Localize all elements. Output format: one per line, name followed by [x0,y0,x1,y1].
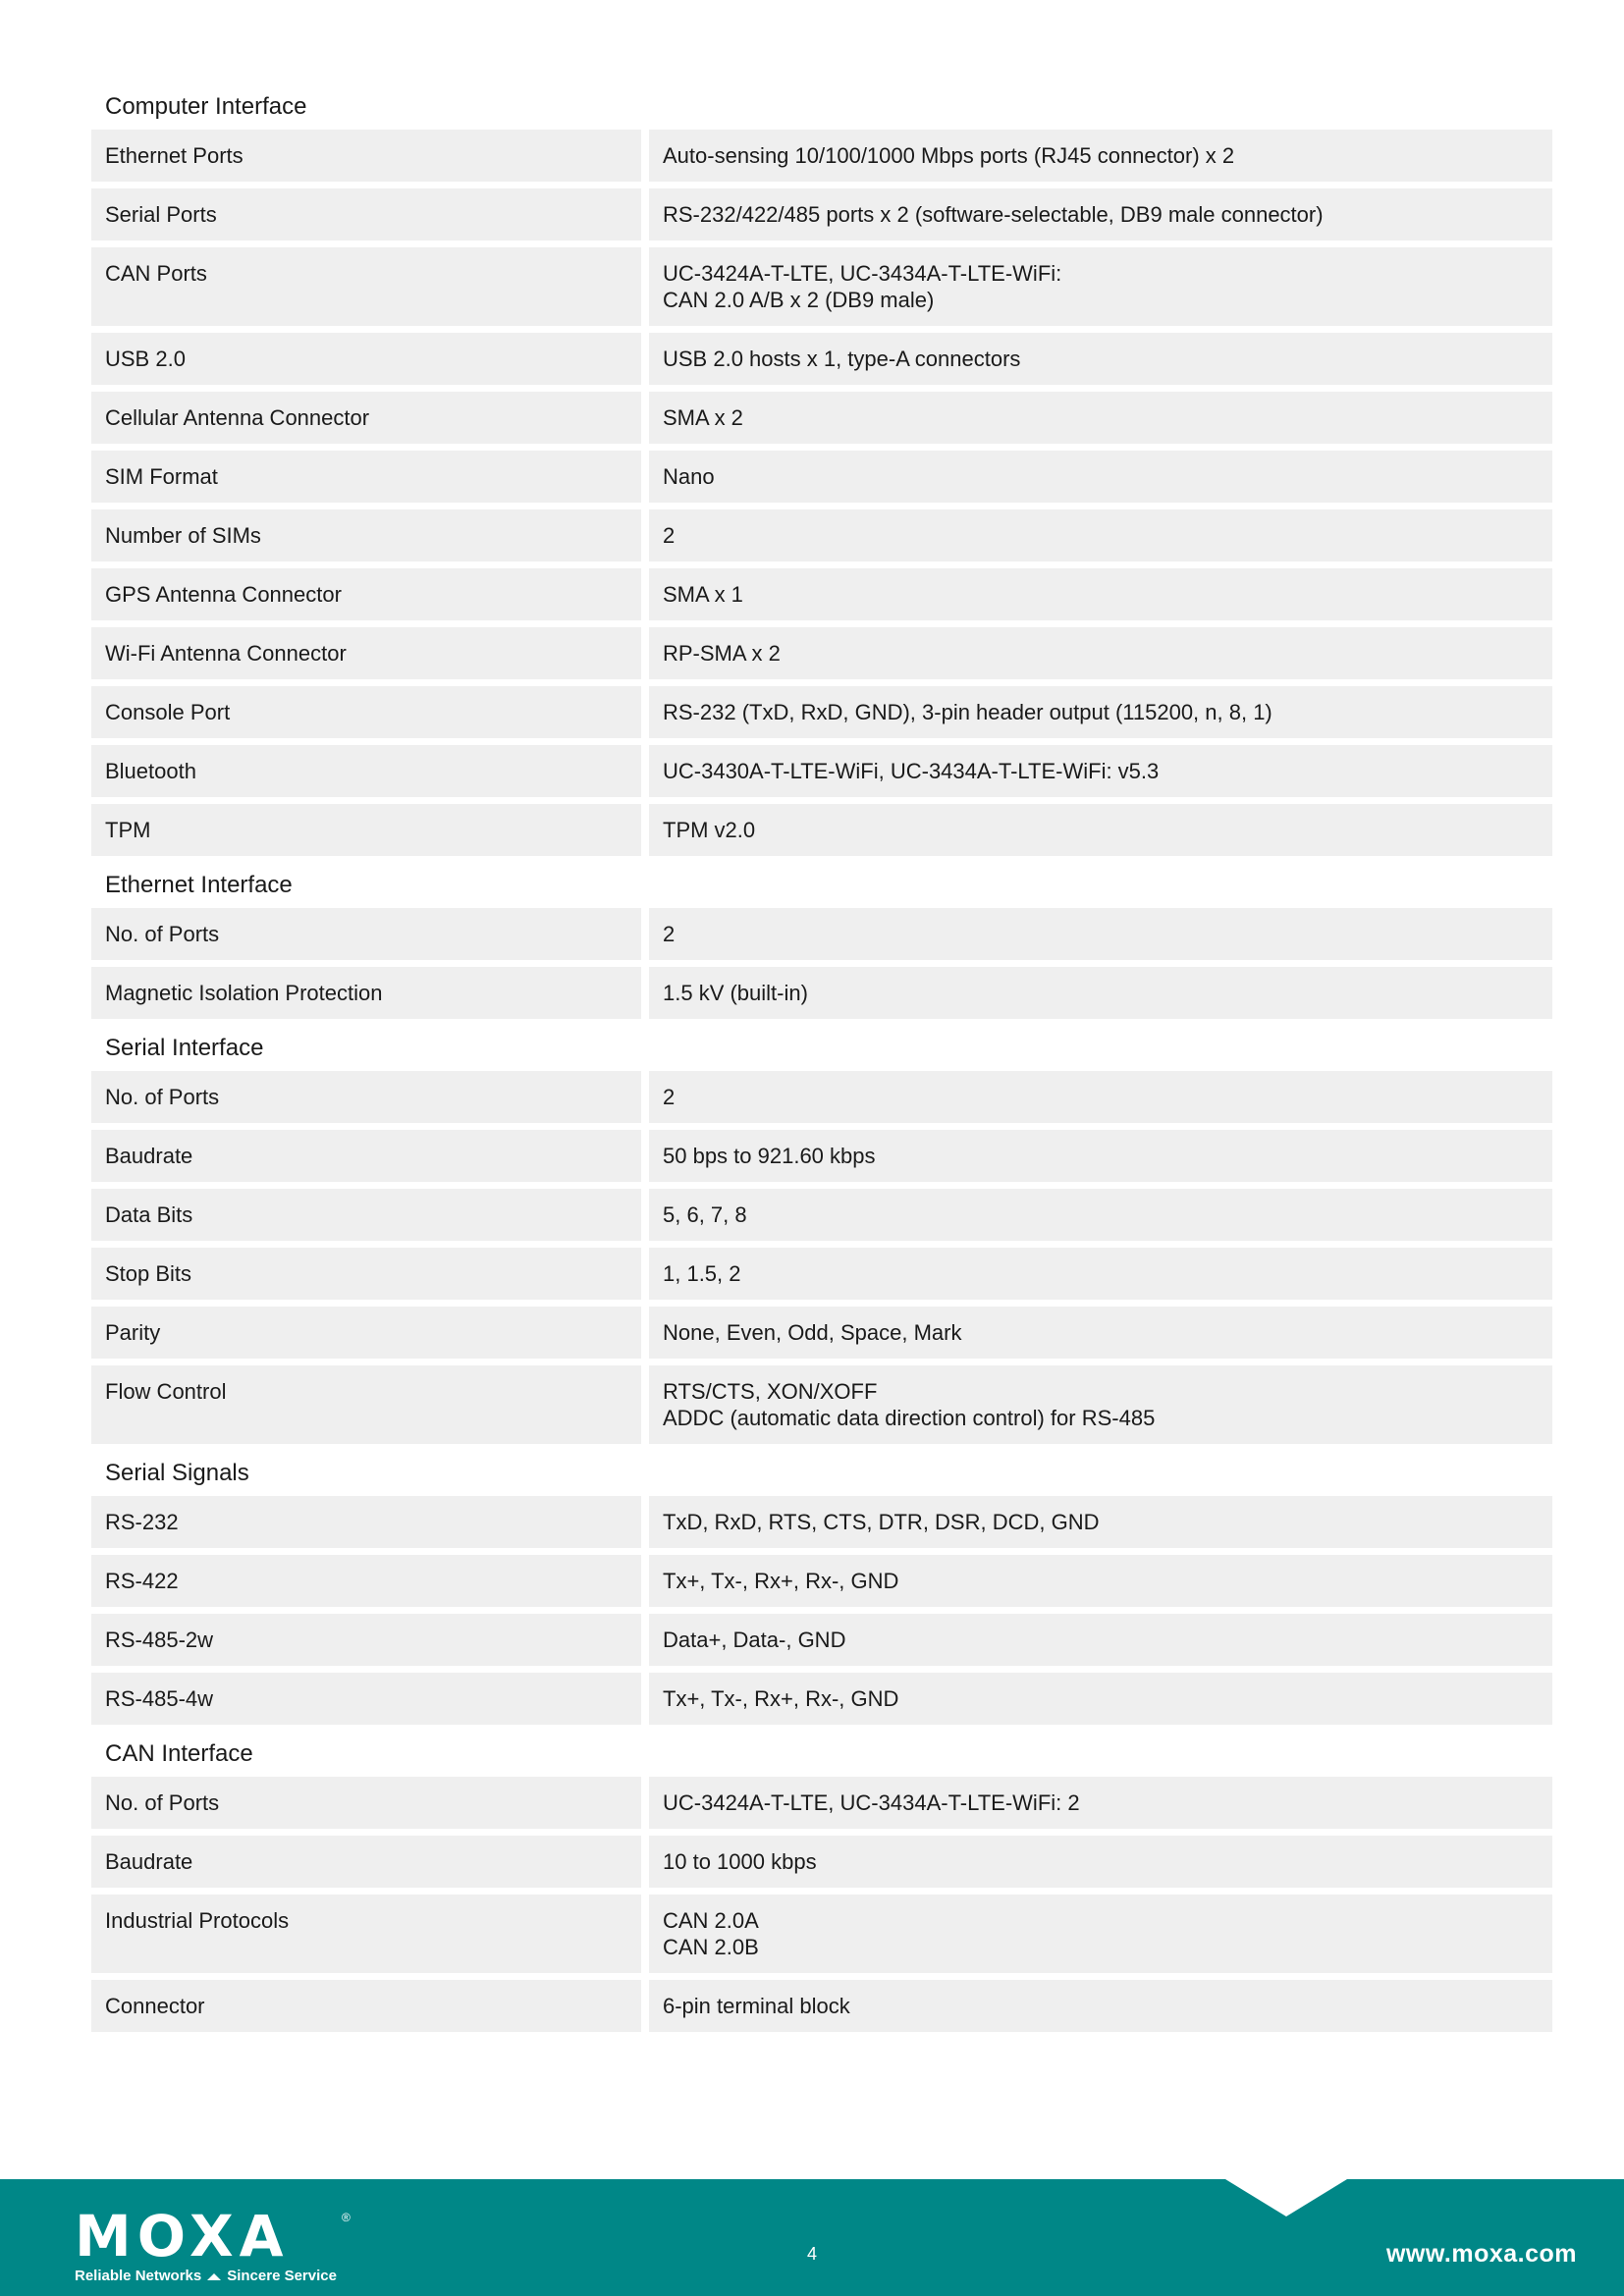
spec-row [91,1130,1552,1182]
spec-row [91,1614,1552,1666]
section-title: Serial Signals [105,1460,249,1486]
spec-value-line: Tx+, Tx-, Rx+, Rx-, GND [663,1569,899,1593]
spec-value-line: 1, 1.5, 2 [663,1261,741,1286]
spec-label: RS-485-4w [91,1673,641,1725]
spec-label: No. of Ports [91,1777,641,1829]
spec-label: RS-485-2w [91,1614,641,1666]
section-title: Computer Interface [105,93,307,120]
spec-label: TPM [91,804,641,856]
spec-row [91,908,1552,960]
spec-value-line: 10 to 1000 kbps [663,1849,817,1874]
spec-row [91,1895,1552,1973]
spec-row [91,188,1552,240]
spec-value-line: ADDC (automatic data direction control) for RS-485 [663,1406,1156,1430]
spec-value [649,188,1552,240]
spec-label: RS-422 [91,1555,641,1607]
spec-row [91,1496,1552,1548]
spec-value [649,1895,1552,1973]
spec-value [649,1071,1552,1123]
spec-section [91,1732,1552,2032]
section-title: CAN Interface [105,1740,253,1767]
spec-label: Baudrate [91,1130,641,1182]
tagline-separator-icon [207,2272,221,2280]
spec-label: Connector [91,1980,641,2032]
spec-row [91,1777,1552,1829]
spec-label: Data Bits [91,1189,641,1241]
spec-row [91,392,1552,444]
spec-label: USB 2.0 [91,333,641,385]
spec-value-line: None, Even, Odd, Space, Mark [663,1320,962,1345]
spec-row [91,1248,1552,1300]
spec-row [91,451,1552,503]
spec-row [91,804,1552,856]
spec-section [91,1451,1552,1725]
spec-value [649,1189,1552,1241]
spec-document [91,84,1552,2039]
spec-value-line: CAN 2.0A [663,1908,759,1933]
spec-row [91,247,1552,326]
spec-row [91,627,1552,679]
spec-label: GPS Antenna Connector [91,568,641,620]
spec-label: CAN Ports [91,247,641,326]
spec-row [91,1836,1552,1888]
spec-value [649,686,1552,738]
spec-row [91,1189,1552,1241]
spec-value [649,247,1552,326]
spec-label: Serial Ports [91,188,641,240]
spec-value [649,1836,1552,1888]
spec-section [91,1026,1552,1444]
spec-section [91,84,1552,856]
spec-value-line: SMA x 2 [663,405,743,430]
spec-value-line: 6-pin terminal block [663,1994,850,2018]
spec-label: No. of Ports [91,1071,641,1123]
spec-value-line: RS-232 (TxD, RxD, GND), 3-pin header output (115200, n, 8, 1) [663,700,1272,724]
spec-label: RS-232 [91,1496,641,1548]
spec-label: No. of Ports [91,908,641,960]
spec-value [649,509,1552,561]
spec-row [91,967,1552,1019]
spec-row [91,333,1552,385]
registered-mark: ® [342,2211,351,2224]
spec-section [91,863,1552,1019]
spec-value-line: TxD, RxD, RTS, CTS, DTR, DSR, DCD, GND [663,1510,1100,1534]
spec-row [91,1555,1552,1607]
spec-label: Number of SIMs [91,509,641,561]
spec-row [91,568,1552,620]
spec-row [91,1365,1552,1444]
spec-label: Cellular Antenna Connector [91,392,641,444]
spec-label: Bluetooth [91,745,641,797]
spec-value [649,908,1552,960]
footer-notch [1225,2179,1347,2216]
spec-value [649,1614,1552,1666]
spec-value-line: RTS/CTS, XON/XOFF [663,1379,878,1404]
spec-label: Stop Bits [91,1248,641,1300]
spec-label: Parity [91,1307,641,1359]
spec-value [649,1365,1552,1444]
spec-value [649,451,1552,503]
spec-label: Wi-Fi Antenna Connector [91,627,641,679]
spec-value-line: CAN 2.0B [663,1935,759,1959]
spec-value [649,1673,1552,1725]
spec-label: Flow Control [91,1365,641,1444]
spec-value-line: 2 [663,523,676,548]
spec-label: Baudrate [91,1836,641,1888]
spec-value [649,392,1552,444]
spec-value [649,967,1552,1019]
spec-row [91,1071,1552,1123]
page-number: 4 [807,2244,818,2264]
spec-row [91,1307,1552,1359]
spec-value [649,804,1552,856]
spec-value-line: UC-3424A-T-LTE, UC-3434A-T-LTE-WiFi: [663,261,1062,286]
tagline-right: Sincere Service [227,2268,337,2284]
spec-value [649,1130,1552,1182]
spec-row [91,130,1552,182]
spec-value [649,1248,1552,1300]
spec-value-line: Data+, Data-, GND [663,1628,846,1652]
spec-value-line: TPM v2.0 [663,818,756,842]
spec-label: SIM Format [91,451,641,503]
spec-label: Industrial Protocols [91,1895,641,1973]
spec-row [91,509,1552,561]
spec-value-line: RS-232/422/485 ports x 2 (software-selectable, DB9 male connector) [663,202,1324,227]
spec-value [649,1980,1552,2032]
spec-value-line: Tx+, Tx-, Rx+, Rx-, GND [663,1686,899,1711]
section-title: Serial Interface [105,1035,264,1061]
spec-value-line: 1.5 kV (built-in) [663,981,808,1005]
spec-value-line: UC-3424A-T-LTE, UC-3434A-T-LTE-WiFi: 2 [663,1790,1080,1815]
spec-value-line: CAN 2.0 A/B x 2 (DB9 male) [663,288,935,312]
spec-value-line: USB 2.0 hosts x 1, type-A connectors [663,347,1021,371]
spec-value-line: 2 [663,922,676,946]
spec-value-line: Auto-sensing 10/100/1000 Mbps ports (RJ45 connector) x 2 [663,143,1235,168]
spec-row [91,1673,1552,1725]
spec-value-line: Nano [663,464,715,489]
spec-row [91,686,1552,738]
spec-row [91,745,1552,797]
spec-row [91,1980,1552,2032]
spec-value-line: 5, 6, 7, 8 [663,1202,747,1227]
spec-value [649,627,1552,679]
spec-label: Ethernet Ports [91,130,641,182]
spec-value [649,1777,1552,1829]
spec-value [649,745,1552,797]
spec-value-line: 50 bps to 921.60 kbps [663,1144,876,1168]
logo-wordmark: MOXA [75,2203,290,2269]
spec-value [649,1496,1552,1548]
logo-tagline [75,2268,337,2284]
spec-value [649,1307,1552,1359]
spec-label: Magnetic Isolation Protection [91,967,641,1019]
tagline-left: Reliable Networks [75,2268,202,2284]
website-link[interactable]: www.moxa.com [1385,2240,1577,2268]
section-title: Ethernet Interface [105,872,293,898]
spec-value [649,333,1552,385]
spec-value [649,568,1552,620]
spec-label: Console Port [91,686,641,738]
spec-value-line: RP-SMA x 2 [663,641,781,666]
moxa-logo [75,2203,351,2284]
spec-value-line: 2 [663,1085,676,1109]
spec-value-line: UC-3430A-T-LTE-WiFi, UC-3434A-T-LTE-WiFi: v5.3 [663,759,1160,783]
spec-value [649,130,1552,182]
spec-value-line: SMA x 1 [663,582,743,607]
spec-value [649,1555,1552,1607]
